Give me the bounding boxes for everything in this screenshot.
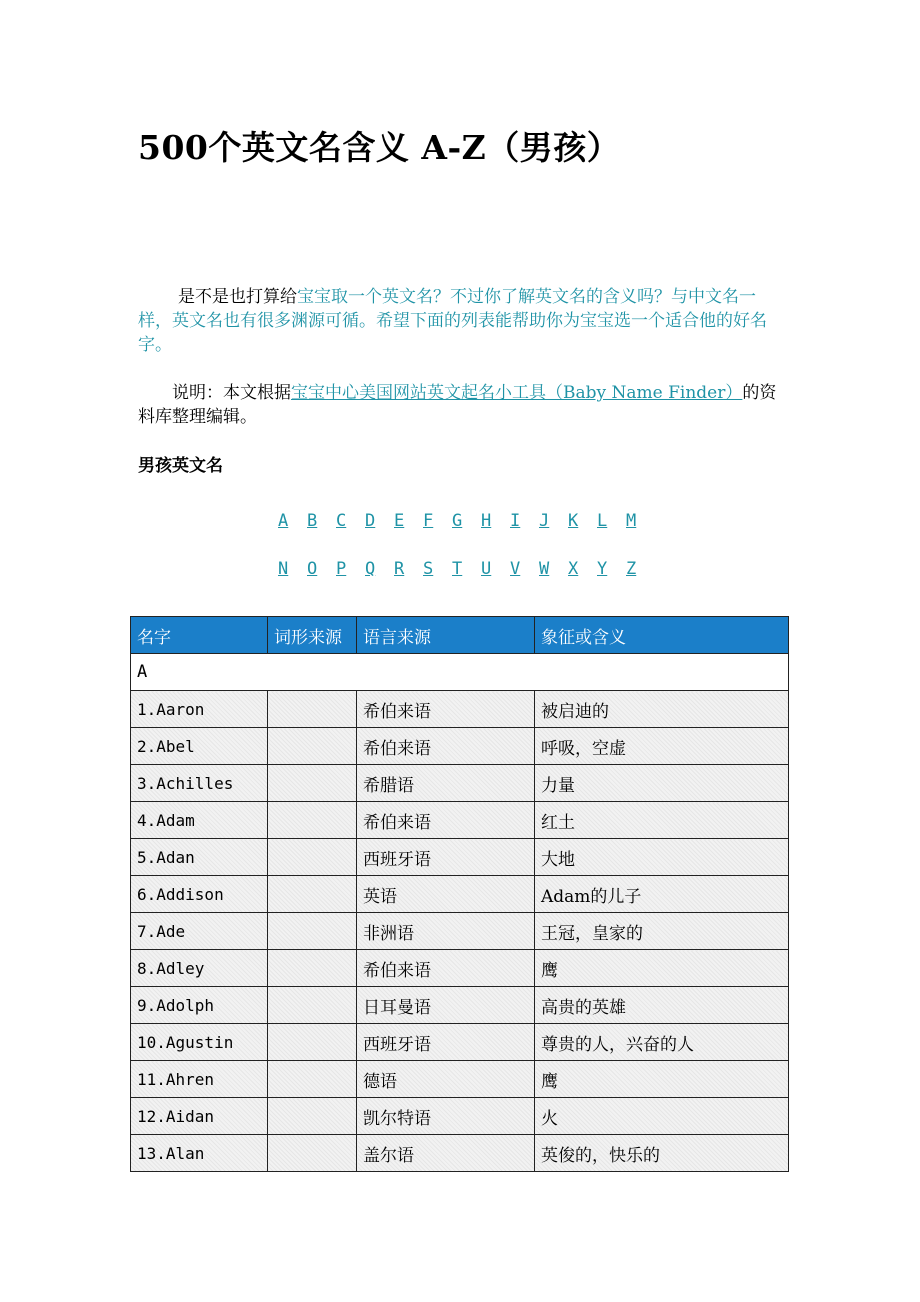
- language-cell: 非洲语: [357, 913, 535, 950]
- table-row: [131, 950, 789, 987]
- table-row: [131, 1135, 789, 1172]
- name-cell: 11.Ahren: [131, 1061, 268, 1098]
- name-cell: 3.Achilles: [131, 765, 268, 802]
- names-table: [130, 616, 789, 1172]
- language-cell: 盖尔语: [357, 1135, 535, 1172]
- word-origin-cell: [268, 765, 357, 802]
- letter-link-s[interactable]: S: [423, 559, 434, 579]
- letter-link-h[interactable]: H: [481, 511, 492, 531]
- name-cell: 4.Adam: [131, 802, 268, 839]
- note-suffix: 的资料库整理编辑。: [138, 383, 777, 427]
- language-cell: 希腊语: [357, 765, 535, 802]
- letter-link-p[interactable]: P: [336, 559, 347, 579]
- table-header-row: [131, 617, 789, 654]
- name-cell: 13.Alan: [131, 1135, 268, 1172]
- name-cell: 6.Addison: [131, 876, 268, 913]
- letter-link-g[interactable]: G: [452, 511, 463, 531]
- language-cell: 希伯来语: [357, 728, 535, 765]
- word-origin-cell: [268, 691, 357, 728]
- name-cell: 10.Agustin: [131, 1024, 268, 1061]
- language-cell: 凯尔特语: [357, 1098, 535, 1135]
- table-row: [131, 1061, 789, 1098]
- meaning-cell: 力量: [535, 765, 789, 802]
- section-row: [131, 654, 789, 691]
- word-origin-cell: [268, 1024, 357, 1061]
- language-cell: 西班牙语: [357, 839, 535, 876]
- letter-link-o[interactable]: O: [307, 559, 318, 579]
- name-cell: 8.Adley: [131, 950, 268, 987]
- table-row: [131, 728, 789, 765]
- table-row: [131, 839, 789, 876]
- word-origin-cell: [268, 1098, 357, 1135]
- table-row: [131, 1098, 789, 1135]
- header-word-origin: 词形来源: [268, 617, 357, 654]
- page-title: 500个英文名含义 A-Z（男孩）: [138, 128, 621, 167]
- letter-link-x[interactable]: X: [568, 559, 579, 579]
- letter-link-f[interactable]: F: [423, 511, 434, 531]
- meaning-cell: 鹰: [535, 950, 789, 987]
- name-cell: 12.Aidan: [131, 1098, 268, 1135]
- meaning-cell: 呼吸，空虚: [535, 728, 789, 765]
- meaning-cell: 高贵的英雄: [535, 987, 789, 1024]
- word-origin-cell: [268, 987, 357, 1024]
- word-origin-cell: [268, 876, 357, 913]
- name-cell: 7.Ade: [131, 913, 268, 950]
- word-origin-cell: [268, 913, 357, 950]
- letter-link-l[interactable]: L: [597, 511, 608, 531]
- letter-link-a[interactable]: A: [278, 511, 289, 531]
- header-meaning: 象征或含义: [535, 617, 789, 654]
- meaning-cell: 火: [535, 1098, 789, 1135]
- name-cell: 2.Abel: [131, 728, 268, 765]
- table-row: [131, 1024, 789, 1061]
- table-row: [131, 913, 789, 950]
- table-row: [131, 987, 789, 1024]
- table-row: [131, 691, 789, 728]
- meaning-cell: 英俊的，快乐的: [535, 1135, 789, 1172]
- letter-link-m[interactable]: M: [626, 511, 637, 531]
- letter-link-e[interactable]: E: [394, 511, 405, 531]
- meaning-cell: 尊贵的人，兴奋的人: [535, 1024, 789, 1061]
- letter-link-r[interactable]: R: [394, 559, 405, 579]
- word-origin-cell: [268, 950, 357, 987]
- word-origin-cell: [268, 1061, 357, 1098]
- source-note: [138, 381, 788, 429]
- letter-link-u[interactable]: U: [481, 559, 492, 579]
- name-cell: 9.Adolph: [131, 987, 268, 1024]
- language-cell: 日耳曼语: [357, 987, 535, 1024]
- intro-lead-text: 是不是也打算给: [178, 287, 297, 307]
- alphabet-index-row-1: [278, 511, 648, 537]
- meaning-cell: Adam的儿子: [535, 876, 789, 913]
- letter-link-w[interactable]: W: [539, 559, 550, 579]
- table-row: [131, 876, 789, 913]
- table-row: [131, 802, 789, 839]
- meaning-cell: 鹰: [535, 1061, 789, 1098]
- intro-paragraph: [138, 285, 788, 357]
- letter-link-d[interactable]: D: [365, 511, 376, 531]
- meaning-cell: 红土: [535, 802, 789, 839]
- alphabet-index-row-2: [278, 559, 648, 585]
- language-cell: 英语: [357, 876, 535, 913]
- meaning-cell: 被启迪的: [535, 691, 789, 728]
- language-cell: 西班牙语: [357, 1024, 535, 1061]
- section-letter: A: [131, 654, 789, 691]
- letter-link-y[interactable]: Y: [597, 559, 608, 579]
- letter-link-z[interactable]: Z: [626, 559, 637, 579]
- word-origin-cell: [268, 802, 357, 839]
- letter-link-n[interactable]: N: [278, 559, 289, 579]
- header-name: 名字: [131, 617, 268, 654]
- letter-link-v[interactable]: V: [510, 559, 521, 579]
- letter-link-c[interactable]: C: [336, 511, 347, 531]
- name-cell: 1.Aaron: [131, 691, 268, 728]
- meaning-cell: 王冠，皇家的: [535, 913, 789, 950]
- section-heading: 男孩英文名: [138, 456, 223, 476]
- word-origin-cell: [268, 728, 357, 765]
- note-prefix: 说明：本文根据: [172, 383, 291, 403]
- intro-linked-text[interactable]: 宝宝取一个英文名？不过你了解英文名的含义吗？与中文名一样，英文名也有很多渊源可循。希望下面的列表能帮助你为宝宝选一个适合他的好名字。: [138, 287, 767, 355]
- word-origin-cell: [268, 839, 357, 876]
- table-row: [131, 765, 789, 802]
- language-cell: 希伯来语: [357, 802, 535, 839]
- language-cell: 德语: [357, 1061, 535, 1098]
- letter-link-q[interactable]: Q: [365, 559, 376, 579]
- letter-link-b[interactable]: B: [307, 511, 318, 531]
- header-language-origin: 语言来源: [357, 617, 535, 654]
- letter-link-k[interactable]: K: [568, 511, 579, 531]
- letter-link-i[interactable]: I: [510, 511, 521, 531]
- letter-link-j[interactable]: J: [539, 511, 550, 531]
- word-origin-cell: [268, 1135, 357, 1172]
- language-cell: 希伯来语: [357, 950, 535, 987]
- meaning-cell: 大地: [535, 839, 789, 876]
- letter-link-t[interactable]: T: [452, 559, 463, 579]
- language-cell: 希伯来语: [357, 691, 535, 728]
- baby-name-finder-link[interactable]: 宝宝中心美国网站英文起名小工具（Baby Name Finder）: [291, 383, 743, 403]
- name-cell: 5.Adan: [131, 839, 268, 876]
